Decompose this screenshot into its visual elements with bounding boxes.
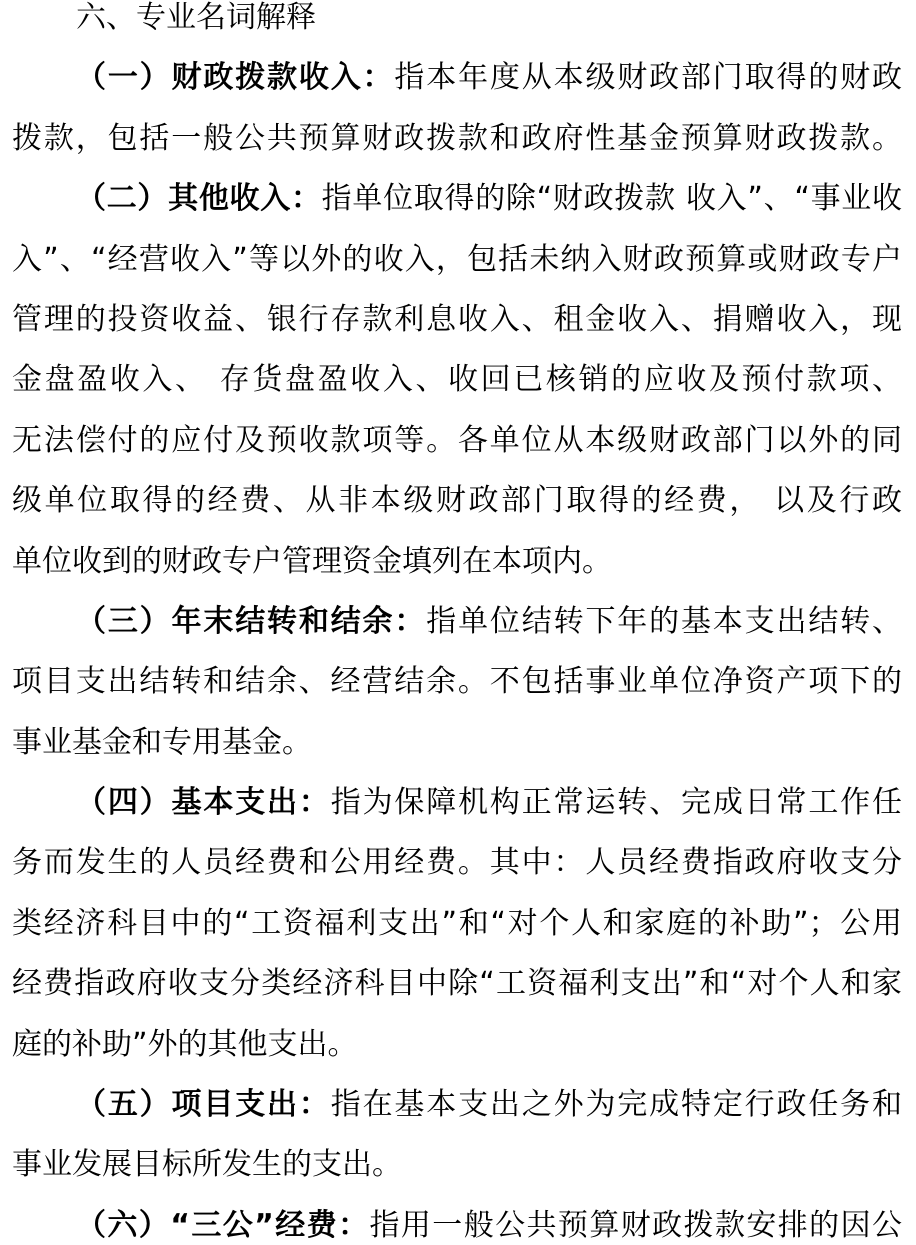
paragraph-text-line: 项目支出结转和结余、经营结余。不包括事业单位净资产项下的 <box>12 664 902 700</box>
paragraph-text-line: 务而发生的人员经费和公用经费。其中：人员经费指政府收支分 <box>12 845 902 881</box>
definition-text: 指单位结转下年的基本支出结转、 <box>426 603 902 639</box>
term-heading: （三）年末结转和结余： <box>76 603 427 639</box>
paragraph-year-end-carryover <box>12 604 902 761</box>
paragraph-text-line: 拨款，包括一般公共预算财政拨款和政府性基金预算财政拨款。 <box>12 120 902 156</box>
paragraph-three-public-expenses <box>12 1208 902 1244</box>
paragraph-fiscal-appropriation-income <box>12 60 902 156</box>
paragraph-other-income <box>12 181 902 579</box>
paragraph-text-line: 类经济科目中的“工资福利支出”和“对个人和家庭的补助”；公用 <box>12 905 902 941</box>
term-heading: （二）其他收入： <box>76 181 322 217</box>
term-heading: （五）项目支出： <box>76 1087 331 1123</box>
paragraph-text-line: 管理的投资收益、银行存款利息收入、租金收入、捐赠收入，现 <box>12 301 902 337</box>
definition-text: 指本年度从本级财政部门取得的财政 <box>394 60 902 96</box>
paragraph-project-expenditure <box>12 1087 902 1183</box>
paragraph-text-line: 单位收到的财政专户管理资金填列在本项内。 <box>12 543 612 579</box>
definition-text: 指为保障机构正常运转、完成日常工作任 <box>330 785 902 821</box>
paragraph-text-line: 庭的补助”外的其他支出。 <box>12 1026 358 1062</box>
paragraph-text-line <box>12 60 902 96</box>
document-body <box>12 0 902 1244</box>
paragraph-text-line: 金盘盈收入、 存货盘盈收入、收回已核销的应收及预付款项、 <box>12 362 902 398</box>
paragraph-text-line: 无法偿付的应付及预收款项等。各单位从本级财政部门以外的同 <box>12 422 902 458</box>
definition-text: 指用一般公共预算财政拨款安排的因公 <box>369 1207 902 1243</box>
section-title: 六、专业名词解释 <box>76 0 316 35</box>
paragraph-text-line <box>12 785 902 821</box>
term-heading: （一）财政拨款收入： <box>76 60 395 96</box>
paragraph-text-line: 事业基金和专用基金。 <box>12 724 312 760</box>
paragraph-text-line: 经费指政府收支分类经济科目中除“工资福利支出”和“对个人和家 <box>12 966 902 1002</box>
paragraph-basic-expenditure <box>12 785 902 1063</box>
paragraph-text-line <box>12 1087 902 1123</box>
paragraph-text-line <box>12 604 902 640</box>
paragraph-text-line: 级单位取得的经费、从非本级财政部门取得的经费， 以及行政 <box>12 483 902 519</box>
paragraph-text-line: 入”、“经营收入”等以外的收入，包括未纳入财政预算或财政专户 <box>12 241 902 277</box>
paragraph-text-line <box>12 181 902 217</box>
paragraph-text-line: 事业发展目标所发生的支出。 <box>12 1147 402 1183</box>
definition-text: 指在基本支出之外为完成特定行政任务和 <box>330 1087 902 1123</box>
term-heading: （六）“三公”经费： <box>76 1207 370 1243</box>
paragraph-text-line <box>12 1208 902 1244</box>
definition-text: 指单位取得的除“财政拨款 收入”、“事业收 <box>321 181 902 217</box>
term-heading: （四）基本支出： <box>76 785 331 821</box>
